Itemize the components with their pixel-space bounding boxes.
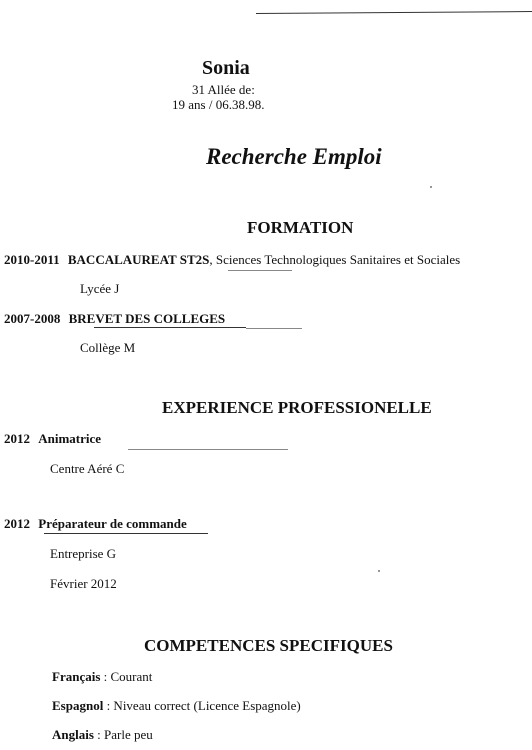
handwritten-underline — [228, 270, 292, 271]
formation-years: 2007-2008 — [4, 311, 61, 326]
experience-item — [4, 431, 101, 447]
skill-item — [52, 727, 153, 743]
formation-degree: BACCALAUREAT ST2S — [67, 252, 210, 267]
handwritten-underline — [246, 328, 302, 329]
experience-year: 2012 — [4, 516, 30, 531]
handwritten-underline — [44, 533, 208, 534]
skill-item — [52, 669, 152, 685]
section-title-competences: COMPETENCES SPECIFIQUES — [144, 636, 393, 655]
experience-item — [4, 516, 187, 532]
formation-degree: BREVET DES COLLEGES — [68, 311, 226, 326]
experience-date: Février 2012 — [50, 576, 117, 591]
experience-place: Centre Aéré C — [50, 461, 125, 476]
section-title-experience: EXPERIENCE PROFESSIONELLE — [162, 398, 432, 417]
handwritten-underline — [128, 449, 288, 450]
experience-role: Animatrice — [38, 431, 102, 446]
experience-role: Préparateur de commande — [38, 516, 187, 531]
candidate-age-phone: 19 ans / 06.38.98. — [172, 97, 265, 112]
formation-school: Collège M — [80, 340, 136, 355]
skill-label: Espagnol — [52, 698, 104, 713]
skill-value: : Niveau correct (Licence Espagnole) — [103, 698, 301, 713]
formation-detail: , Sciences Technologiques Sanitaires et Sociales — [209, 252, 461, 267]
scan-speck — [378, 570, 380, 572]
job-objective: Recherche Emploi — [206, 144, 382, 169]
experience-place: Entreprise G — [50, 546, 117, 561]
skill-label: Français — [52, 669, 101, 684]
handwritten-underline — [94, 327, 246, 328]
skill-item — [52, 698, 301, 714]
formation-item — [4, 252, 460, 268]
formation-years: 2010-2011 — [4, 252, 60, 267]
experience-year: 2012 — [4, 431, 30, 446]
candidate-address: 31 Allée de: — [192, 82, 255, 97]
section-title-formation: FORMATION — [247, 218, 354, 237]
formation-item — [4, 311, 225, 327]
scan-speck — [430, 186, 432, 188]
skill-value: : Courant — [100, 669, 153, 684]
scan-line-top — [256, 11, 532, 14]
formation-school: Lycée J — [80, 281, 120, 296]
candidate-name: Sonia — [202, 57, 250, 79]
skill-value: : Parle peu — [93, 727, 153, 742]
skill-label: Anglais — [52, 727, 94, 742]
